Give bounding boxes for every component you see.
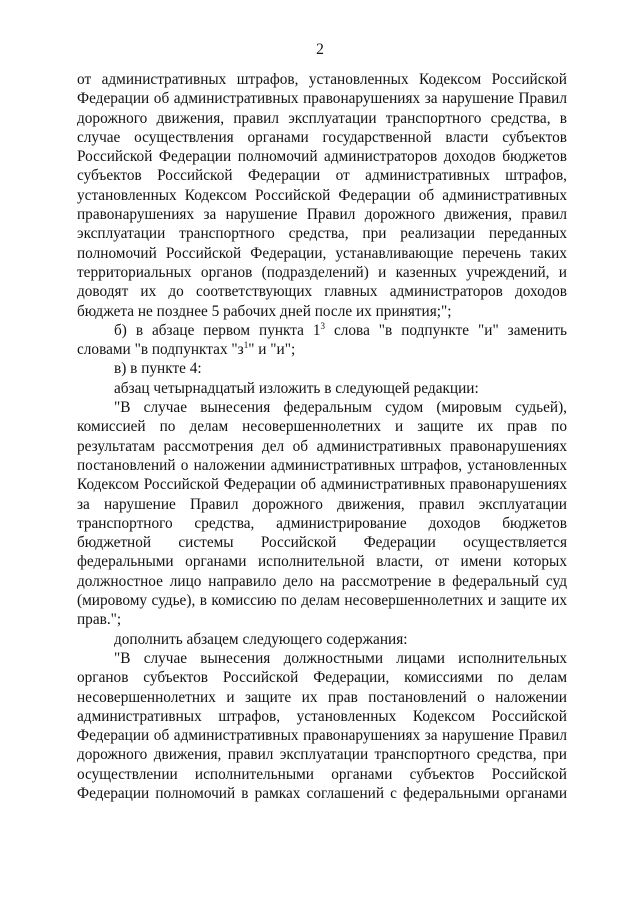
superscript-1: 1 <box>243 340 249 351</box>
paragraph-quoted-federal-court: "В случае вынесения федеральным судом (мировым судьей), комиссией по делам несовершеннолетних и защите их прав по результатам рассмотрения дел об административных правонарушениях постановлений о наложении административных штрафов, установленных Кодексом Российской Федерации об административных правонарушениях за нарушение Правил дорожного движения, правил эксплуатации транспортного средства, администрирование доходов бюджетов бюджетной системы Российской Федерации осуществляется федеральными органами исполнительной власти, от имени которых должностное лицо направило дело на рассмотрение в федеральный суд (мировому судье), в комиссию по делам несовершеннолетних и защите их прав."; <box>77 399 567 629</box>
page-number: 2 <box>316 41 324 58</box>
paragraph-item-b-text-b: слова "в подпункте "и" заменить словами "в подпунктах "з <box>77 321 567 359</box>
paragraph-item-b <box>77 321 567 360</box>
paragraph-item-b-text-a: б) в абзаце первом пункта 1 <box>114 321 321 339</box>
paragraph-item-b-text-c: " и "и"; <box>248 341 296 359</box>
paragraph-item-v: в) в пункте 4: <box>114 360 202 378</box>
document-body <box>77 70 567 803</box>
paragraph-continuation: от административных штрафов, установленных Кодексом Российской Федерации об административных правонарушениях за нарушение Правил дорожного движения, правил эксплуатации транспортного средства, в случае осуществления органами государственной власти субъектов Российской Федерации полномочий администраторов доходов бюджетов субъектов Российской Федерации от административных штрафов, установленных Кодексом Российской Федерации об административных правонарушениях за нарушение Правил дорожного движения, правил эксплуатации транспортного средства, при реализации переданных полномочий Российской Федерации, устанавливающие перечень таких территориальных органов (подразделений) и казенных учреждений, и доводят их до соответствующих главных администраторов доходов бюджета не позднее 5 рабочих дней после их принятия;"; <box>77 71 567 320</box>
paragraph-add-instruction: дополнить абзацем следующего содержания: <box>114 630 408 648</box>
paragraph-quoted-regional-officials: "В случае вынесения должностными лицами исполнительных органов субъектов Российской Федерации, комиссиями по делам несовершеннолетних и защите их прав постановлений о наложении административных штрафов, установленных Кодексом Российской Федерации об административных правонарушениях за нарушение Правил дорожного движения, правил эксплуатации транспортного средства, при осуществлении исполнительными органами субъектов Российской Федерации полномочий в рамках соглашений с федеральными органами <box>77 649 567 802</box>
paragraph-replace-instruction: абзац четырнадцатый изложить в следующей редакции: <box>114 379 479 397</box>
superscript-3: 3 <box>320 320 326 331</box>
